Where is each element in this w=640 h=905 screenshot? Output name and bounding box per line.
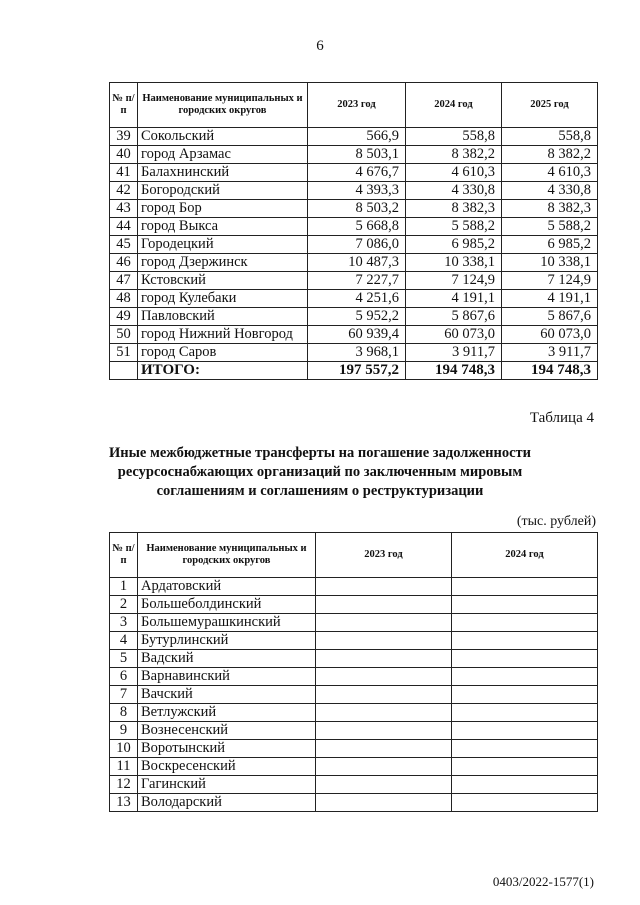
table-row — [110, 182, 598, 200]
table-row — [110, 776, 598, 794]
table-row — [110, 578, 598, 596]
row-num: 13 — [110, 794, 138, 812]
row-value-2024 — [452, 632, 598, 650]
row-name: город Бор — [138, 200, 308, 218]
table-4-title: Иные межбюджетные трансферты на погашение задолженности ресурсоснабжающих организаций по заключенным мировым соглашениям и соглашениям о реструктуризации — [108, 445, 532, 499]
row-value-2025: 4 191,1 — [502, 290, 598, 308]
row-value-2023 — [316, 776, 452, 794]
row-num: 46 — [110, 254, 138, 272]
row-name: Варнавинский — [138, 668, 316, 686]
row-num: 1 — [110, 578, 138, 596]
row-value-2025: 6 985,2 — [502, 236, 598, 254]
row-name: Большемурашкинский — [138, 614, 316, 632]
row-value-2024 — [452, 722, 598, 740]
row-value-2025: 60 073,0 — [502, 326, 598, 344]
row-value-2024 — [452, 668, 598, 686]
table-row — [110, 272, 598, 290]
table-row — [110, 164, 598, 182]
table-row — [110, 128, 598, 146]
table-row — [110, 344, 598, 362]
row-num: 2 — [110, 596, 138, 614]
row-name: город Саров — [138, 344, 308, 362]
row-name: город Арзамас — [138, 146, 308, 164]
row-num: 51 — [110, 344, 138, 362]
row-name: Богородский — [138, 182, 308, 200]
row-value-2023: 5 668,8 — [308, 218, 406, 236]
row-name: Володарский — [138, 794, 316, 812]
table-row — [110, 758, 598, 776]
row-name: Ветлужский — [138, 704, 316, 722]
total-row — [110, 362, 598, 380]
row-name: Городецкий — [138, 236, 308, 254]
table-row — [110, 236, 598, 254]
table-row — [110, 794, 598, 812]
row-num: 4 — [110, 632, 138, 650]
row-value-2025: 5 867,6 — [502, 308, 598, 326]
row-value-2025: 3 911,7 — [502, 344, 598, 362]
row-value-2025: 8 382,3 — [502, 200, 598, 218]
row-name: Ардатовский — [138, 578, 316, 596]
total-num — [110, 362, 138, 380]
table-3 — [109, 82, 598, 380]
table-row — [110, 668, 598, 686]
header-2023: 2023 год — [316, 533, 452, 578]
row-value-2023 — [316, 668, 452, 686]
row-name: город Кулебаки — [138, 290, 308, 308]
row-value-2025: 10 338,1 — [502, 254, 598, 272]
row-value-2024 — [452, 740, 598, 758]
row-value-2023 — [316, 632, 452, 650]
row-value-2023: 4 393,3 — [308, 182, 406, 200]
row-num: 48 — [110, 290, 138, 308]
row-value-2024: 7 124,9 — [406, 272, 502, 290]
row-value-2024: 8 382,3 — [406, 200, 502, 218]
table-row — [110, 218, 598, 236]
row-value-2023: 5 952,2 — [308, 308, 406, 326]
row-num: 49 — [110, 308, 138, 326]
header-name: Наименование муниципальных и городских округов — [138, 533, 316, 578]
row-value-2024 — [452, 614, 598, 632]
row-name: Вознесенский — [138, 722, 316, 740]
row-name: Балахнинский — [138, 164, 308, 182]
table-4-label: Таблица 4 — [529, 410, 594, 426]
row-value-2024 — [452, 794, 598, 812]
row-num: 44 — [110, 218, 138, 236]
table-row — [110, 308, 598, 326]
table-row — [110, 290, 598, 308]
row-num: 47 — [110, 272, 138, 290]
header-2024: 2024 год — [406, 83, 502, 128]
total-2023: 197 557,2 — [308, 362, 406, 380]
row-value-2024: 5 588,2 — [406, 218, 502, 236]
row-value-2023: 4 676,7 — [308, 164, 406, 182]
row-value-2025: 4 610,3 — [502, 164, 598, 182]
table-row — [110, 146, 598, 164]
row-value-2023: 4 251,6 — [308, 290, 406, 308]
header-2024: 2024 год — [452, 533, 598, 578]
row-name: Гагинский — [138, 776, 316, 794]
row-num: 39 — [110, 128, 138, 146]
row-value-2023: 10 487,3 — [308, 254, 406, 272]
row-value-2024: 6 985,2 — [406, 236, 502, 254]
total-label: ИТОГО: — [138, 362, 308, 380]
row-num: 7 — [110, 686, 138, 704]
table-header — [110, 533, 598, 578]
row-name: Сокольский — [138, 128, 308, 146]
row-value-2023: 8 503,1 — [308, 146, 406, 164]
row-value-2023 — [316, 578, 452, 596]
row-num: 45 — [110, 236, 138, 254]
row-value-2024: 4 191,1 — [406, 290, 502, 308]
row-value-2024: 4 610,3 — [406, 164, 502, 182]
row-name: Кстовский — [138, 272, 308, 290]
row-value-2025: 4 330,8 — [502, 182, 598, 200]
header-num: № п/п — [110, 533, 138, 578]
header-num: № п/п — [110, 83, 138, 128]
table-row — [110, 632, 598, 650]
row-value-2023: 60 939,4 — [308, 326, 406, 344]
table-row — [110, 704, 598, 722]
row-name: Вачский — [138, 686, 316, 704]
row-value-2023 — [316, 704, 452, 722]
table-4 — [109, 532, 598, 812]
table-row — [110, 650, 598, 668]
row-name: город Дзержинск — [138, 254, 308, 272]
row-num: 41 — [110, 164, 138, 182]
table-4-units: (тыс. рублей) — [516, 514, 596, 529]
row-value-2023: 7 086,0 — [308, 236, 406, 254]
table-header — [110, 83, 598, 128]
total-2024: 194 748,3 — [406, 362, 502, 380]
row-num: 5 — [110, 650, 138, 668]
row-value-2024: 8 382,2 — [406, 146, 502, 164]
table-row — [110, 596, 598, 614]
row-value-2024 — [452, 776, 598, 794]
row-num: 42 — [110, 182, 138, 200]
row-value-2023 — [316, 740, 452, 758]
header-name: Наименование муниципальных и городских округов — [138, 83, 308, 128]
row-value-2024 — [452, 650, 598, 668]
row-value-2023: 3 968,1 — [308, 344, 406, 362]
row-value-2024 — [452, 578, 598, 596]
row-num: 10 — [110, 740, 138, 758]
row-value-2024 — [452, 758, 598, 776]
row-value-2023: 8 503,2 — [308, 200, 406, 218]
row-value-2023: 566,9 — [308, 128, 406, 146]
row-value-2023: 7 227,7 — [308, 272, 406, 290]
row-name: город Нижний Новгород — [138, 326, 308, 344]
row-value-2025: 5 588,2 — [502, 218, 598, 236]
row-name: город Выкса — [138, 218, 308, 236]
row-value-2023 — [316, 686, 452, 704]
page-number: 6 — [316, 38, 324, 54]
row-name: Вадский — [138, 650, 316, 668]
row-value-2024 — [452, 704, 598, 722]
row-value-2025: 7 124,9 — [502, 272, 598, 290]
row-name: Большеболдинский — [138, 596, 316, 614]
row-num: 12 — [110, 776, 138, 794]
row-value-2023 — [316, 758, 452, 776]
row-value-2024: 4 330,8 — [406, 182, 502, 200]
row-name: Воротынский — [138, 740, 316, 758]
row-num: 8 — [110, 704, 138, 722]
table-row — [110, 254, 598, 272]
row-num: 43 — [110, 200, 138, 218]
table-row — [110, 740, 598, 758]
table-row — [110, 686, 598, 704]
row-value-2023 — [316, 650, 452, 668]
row-num: 9 — [110, 722, 138, 740]
row-value-2024: 5 867,6 — [406, 308, 502, 326]
row-value-2023 — [316, 614, 452, 632]
row-value-2024: 60 073,0 — [406, 326, 502, 344]
row-num: 11 — [110, 758, 138, 776]
row-value-2024 — [452, 686, 598, 704]
table-row — [110, 200, 598, 218]
header-2023: 2023 год — [308, 83, 406, 128]
table-row — [110, 722, 598, 740]
row-value-2024: 558,8 — [406, 128, 502, 146]
row-value-2023 — [316, 722, 452, 740]
row-num: 6 — [110, 668, 138, 686]
row-name: Воскресенский — [138, 758, 316, 776]
row-value-2024 — [452, 596, 598, 614]
table-row — [110, 614, 598, 632]
row-value-2025: 558,8 — [502, 128, 598, 146]
row-value-2024: 10 338,1 — [406, 254, 502, 272]
total-2025: 194 748,3 — [502, 362, 598, 380]
header-2025: 2025 год — [502, 83, 598, 128]
row-num: 40 — [110, 146, 138, 164]
row-value-2023 — [316, 794, 452, 812]
row-value-2024: 3 911,7 — [406, 344, 502, 362]
row-name: Бутурлинский — [138, 632, 316, 650]
table-row — [110, 326, 598, 344]
row-num: 50 — [110, 326, 138, 344]
row-value-2023 — [316, 596, 452, 614]
row-num: 3 — [110, 614, 138, 632]
document-code: 0403/2022-1577(1) — [492, 874, 594, 889]
row-value-2025: 8 382,2 — [502, 146, 598, 164]
row-name: Павловский — [138, 308, 308, 326]
